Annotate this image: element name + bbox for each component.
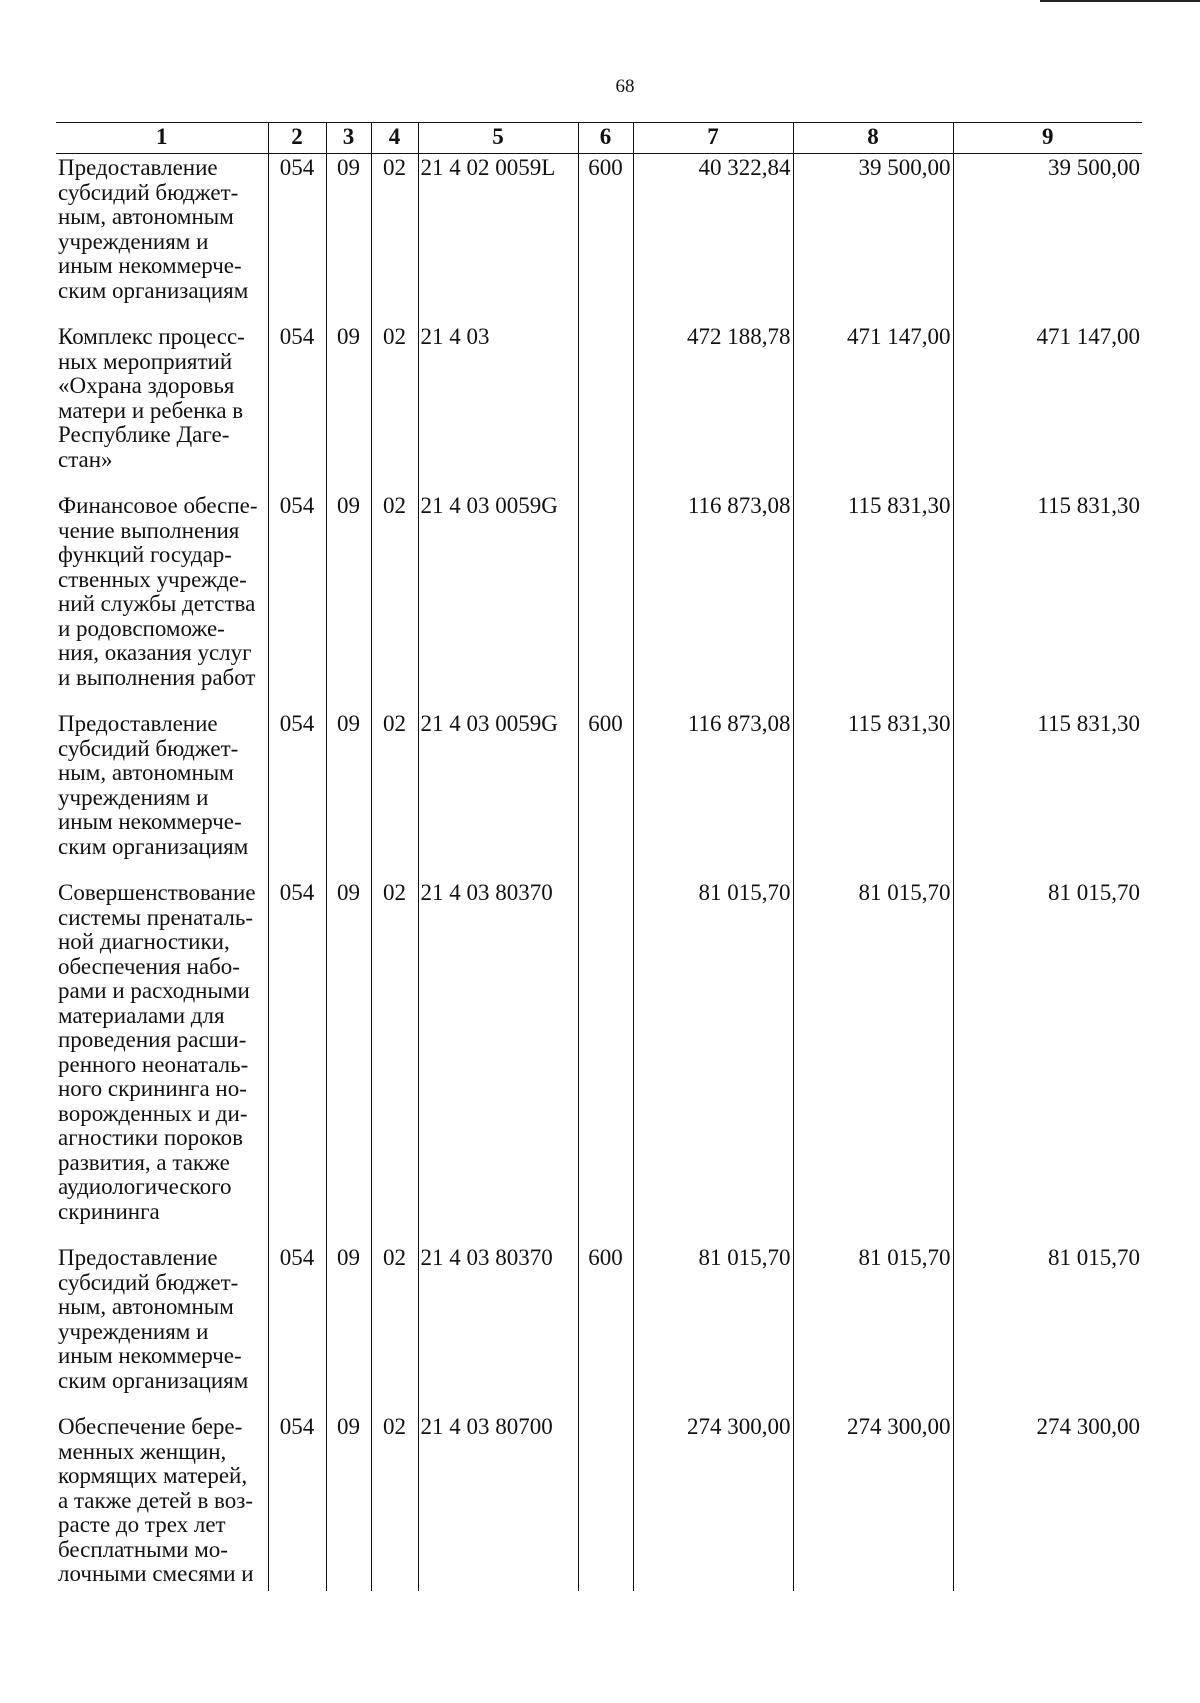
row-subsection-code: 02	[371, 492, 418, 710]
row-subsection-code: 02	[371, 154, 418, 324]
row-section-code: 09	[326, 492, 371, 710]
row-name: Предоставление субсидий бюджет- ным, автономным учреждениям и иным некоммерче- ским организациям	[58, 711, 249, 859]
row-amount-col9: 39 500,00	[953, 154, 1142, 324]
row-expense-type	[578, 1413, 633, 1591]
row-subsection-code: 02	[371, 1413, 418, 1591]
row-target-article: 21 4 03 80700	[418, 1413, 578, 1591]
row-section-code: 09	[326, 1413, 371, 1591]
row-expense-type: 600	[578, 154, 633, 324]
row-amount-col9: 81 015,70	[953, 1244, 1142, 1413]
row-section-code: 09	[326, 1244, 371, 1413]
column-header: 9	[953, 123, 1142, 154]
row-admin-code: 054	[268, 323, 326, 492]
header-row	[56, 123, 1142, 154]
column-header: 7	[633, 123, 793, 154]
row-subsection-code: 02	[371, 879, 418, 1244]
budget-table	[56, 122, 1142, 1591]
row-subsection-code: 02	[371, 710, 418, 879]
row-amount-col9: 115 831,30	[953, 710, 1142, 879]
row-amount-col9: 471 147,00	[953, 323, 1142, 492]
row-target-article: 21 4 03	[418, 323, 578, 492]
row-amount-col7: 81 015,70	[633, 879, 793, 1244]
row-amount-col8: 39 500,00	[793, 154, 953, 324]
row-name: Предоставление субсидий бюджет- ным, автономным учреждениям и иным некоммерче- ским организациям	[58, 1245, 249, 1393]
column-header: 4	[371, 123, 418, 154]
row-target-article: 21 4 03 0059G	[418, 710, 578, 879]
column-header: 2	[268, 123, 326, 154]
table-row	[56, 710, 1142, 879]
row-amount-col8: 274 300,00	[793, 1413, 953, 1591]
row-amount-col7: 274 300,00	[633, 1413, 793, 1591]
row-name: Совершенствование системы пренаталь- ной диагностики, обеспечения набо- рами и расходными материалами для проведения расши- ренного неонаталь- ного скрининга но- ворожденных и ди- агностики пороков развития, а также аудиологического скрининга	[58, 880, 256, 1224]
row-amount-col8: 115 831,30	[793, 710, 953, 879]
column-header: 6	[578, 123, 633, 154]
row-section-code: 09	[326, 154, 371, 324]
table-row	[56, 879, 1142, 1244]
row-amount-col8: 471 147,00	[793, 323, 953, 492]
row-admin-code: 054	[268, 492, 326, 710]
row-amount-col9: 81 015,70	[953, 879, 1142, 1244]
table-body	[56, 154, 1142, 1591]
row-target-article: 21 4 03 80370	[418, 879, 578, 1244]
row-target-article: 21 4 03 80370	[418, 1244, 578, 1413]
row-amount-col9: 274 300,00	[953, 1413, 1142, 1591]
row-amount-col8: 115 831,30	[793, 492, 953, 710]
row-admin-code: 054	[268, 1413, 326, 1591]
row-amount-col8: 81 015,70	[793, 879, 953, 1244]
row-section-code: 09	[326, 710, 371, 879]
row-expense-type: 600	[578, 1244, 633, 1413]
row-admin-code: 054	[268, 879, 326, 1244]
row-amount-col7: 81 015,70	[633, 1244, 793, 1413]
row-name: Комплекс процесс- ных мероприятий «Охрана здоровья матери и ребенка в Республике Даге- стан»	[58, 324, 245, 472]
row-admin-code: 054	[268, 1244, 326, 1413]
column-header: 1	[56, 123, 268, 154]
table-row	[56, 492, 1142, 710]
row-expense-type	[578, 492, 633, 710]
row-amount-col7: 116 873,08	[633, 492, 793, 710]
table-row	[56, 1413, 1142, 1591]
row-amount-col9: 115 831,30	[953, 492, 1142, 710]
row-subsection-code: 02	[371, 1244, 418, 1413]
row-section-code: 09	[326, 323, 371, 492]
row-amount-col7: 116 873,08	[633, 710, 793, 879]
row-name: Финансовое обеспе- чение выполнения функций государ- ственных учрежде- ний службы детства и родовспоможе- ния, оказания услуг и выполнения работ	[58, 493, 258, 690]
column-header: 5	[418, 123, 578, 154]
row-admin-code: 054	[268, 154, 326, 324]
row-admin-code: 054	[268, 710, 326, 879]
table-row	[56, 1244, 1142, 1413]
table-row	[56, 154, 1142, 324]
top-edge-rule	[1040, 0, 1200, 2]
page-number: 68	[615, 76, 635, 97]
row-target-article: 21 4 02 0059L	[418, 154, 578, 324]
row-section-code: 09	[326, 879, 371, 1244]
row-name: Обеспечение бере- менных женщин, кормящих матерей, а также детей в воз- расте до трех лет бесплатными мо- лочными смесями и	[58, 1414, 254, 1586]
table-row	[56, 323, 1142, 492]
row-amount-col8: 81 015,70	[793, 1244, 953, 1413]
row-expense-type: 600	[578, 710, 633, 879]
row-target-article: 21 4 03 0059G	[418, 492, 578, 710]
row-expense-type	[578, 879, 633, 1244]
row-amount-col7: 40 322,84	[633, 154, 793, 324]
column-header: 8	[793, 123, 953, 154]
row-amount-col7: 472 188,78	[633, 323, 793, 492]
row-expense-type	[578, 323, 633, 492]
row-subsection-code: 02	[371, 323, 418, 492]
row-name: Предоставление субсидий бюджет- ным, автономным учреждениям и иным некоммерче- ским организациям	[58, 155, 249, 303]
column-header: 3	[326, 123, 371, 154]
